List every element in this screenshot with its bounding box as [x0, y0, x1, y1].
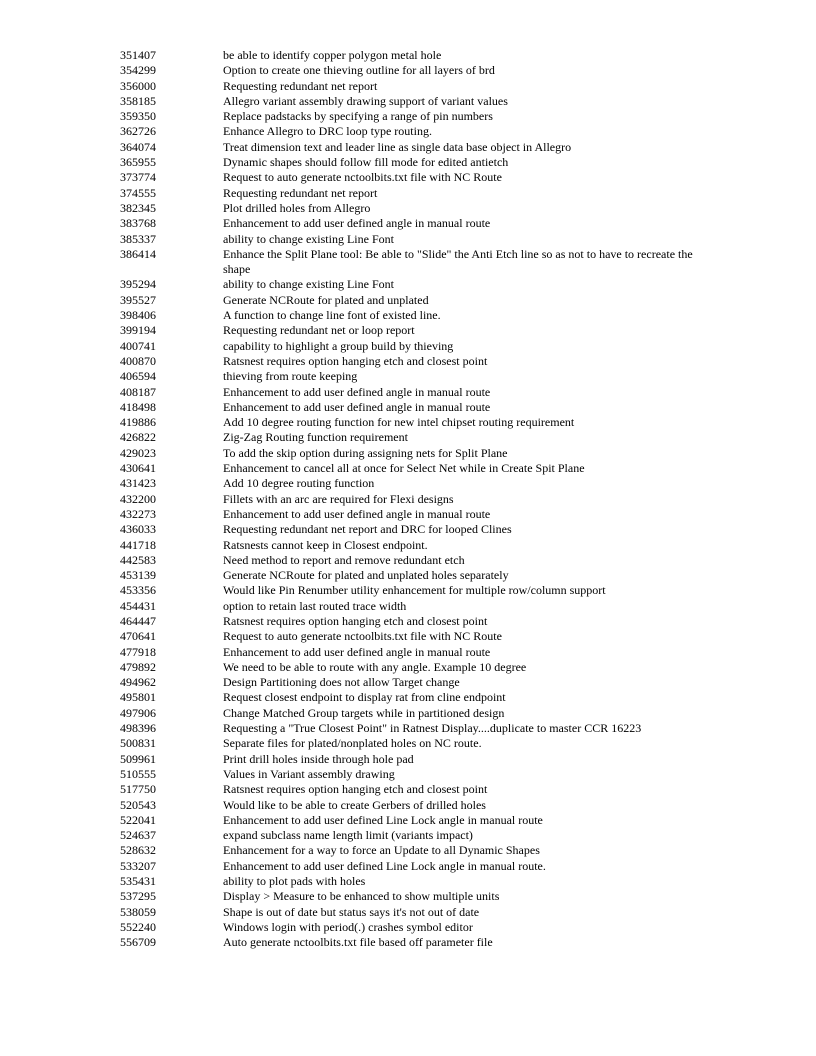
list-item — [120, 889, 720, 904]
request-description: Add 10 degree routing function — [223, 476, 375, 491]
request-description: Enhancement to cancel all at once for Select Net while in Create Spit Plane — [223, 461, 585, 476]
list-item — [120, 277, 720, 292]
ccr-number: 498396 — [120, 721, 156, 736]
request-description: Dynamic shapes should follow fill mode for edited antietch — [223, 155, 509, 170]
ccr-number: 400870 — [120, 353, 156, 368]
ccr-number: 362726 — [120, 124, 156, 139]
ccr-number: 432200 — [120, 491, 156, 506]
request-description: Enhancement to add user defined angle in manual route — [223, 644, 491, 659]
ccr-number: 358185 — [120, 93, 156, 108]
list-item — [120, 430, 720, 445]
request-description: expand subclass name length limit (variants impact) — [223, 828, 473, 843]
request-description: Generate NCRoute for plated and unplated holes separately — [223, 568, 509, 583]
list-item — [120, 905, 720, 920]
request-description: Replace padstacks by specifying a range of pin numbers — [223, 109, 493, 124]
ccr-number: 533207 — [120, 858, 156, 873]
request-description: Enhancement to add user defined angle in manual route — [223, 384, 491, 399]
list-item — [120, 232, 720, 247]
ccr-number: 556709 — [120, 935, 156, 950]
request-description: ability to plot pads with holes — [223, 874, 366, 889]
ccr-number: 509961 — [120, 751, 156, 766]
list-item — [120, 843, 720, 858]
ccr-number: 454431 — [120, 598, 156, 613]
list-item — [120, 798, 720, 813]
list-item — [120, 920, 720, 935]
ccr-number: 419886 — [120, 415, 156, 430]
list-item — [120, 614, 720, 629]
ccr-number: 354299 — [120, 63, 156, 78]
ccr-number: 359350 — [120, 109, 156, 124]
ccr-number: 399194 — [120, 323, 156, 338]
list-item — [120, 247, 720, 278]
ccr-number: 429023 — [120, 445, 156, 460]
list-item — [120, 553, 720, 568]
list-item — [120, 583, 720, 598]
ccr-number: 464447 — [120, 613, 156, 628]
request-description: Option to create one thieving outline for all layers of brd — [223, 63, 495, 78]
ccr-number: 552240 — [120, 919, 156, 934]
ccr-number: 365955 — [120, 155, 156, 170]
ccr-number: 479892 — [120, 659, 156, 674]
request-description: Display > Measure to be enhanced to show multiple units — [223, 889, 500, 904]
request-description: thieving from route keeping — [223, 369, 358, 384]
request-description: Ratsnest requires option hanging etch and closest point — [223, 353, 488, 368]
ccr-number: 431423 — [120, 476, 156, 491]
list-item — [120, 339, 720, 354]
list-item — [120, 935, 720, 950]
list-item — [120, 859, 720, 874]
ccr-number: 395294 — [120, 277, 156, 292]
list-item — [120, 538, 720, 553]
request-description: Enhancement to add user defined Line Lock angle in manual route. — [223, 858, 546, 873]
ccr-number: 522041 — [120, 812, 156, 827]
list-item — [120, 690, 720, 705]
list-item — [120, 385, 720, 400]
list-item — [120, 293, 720, 308]
enhancement-request-list — [120, 48, 720, 951]
list-item — [120, 155, 720, 170]
request-description: Generate NCRoute for plated and unplated — [223, 292, 429, 307]
request-description: Request closest endpoint to display rat from cline endpoint — [223, 690, 506, 705]
request-description: Zig-Zag Routing function requirement — [223, 430, 408, 445]
ccr-number: 535431 — [120, 874, 156, 889]
ccr-number: 510555 — [120, 766, 156, 781]
list-item — [120, 48, 720, 63]
ccr-number: 524637 — [120, 828, 156, 843]
request-description: Would like to be able to create Gerbers of drilled holes — [223, 797, 486, 812]
list-item — [120, 721, 720, 736]
list-item — [120, 706, 720, 721]
request-description: Change Matched Group targets while in partitioned design — [223, 705, 505, 720]
ccr-number: 500831 — [120, 736, 156, 751]
list-item — [120, 415, 720, 430]
request-description: Need method to report and remove redundant etch — [223, 552, 465, 567]
list-item — [120, 186, 720, 201]
ccr-number: 356000 — [120, 78, 156, 93]
request-description: Requesting redundant net report and DRC for looped Clines — [223, 522, 512, 537]
request-description: Shape is out of date but status says it's not out of date — [223, 904, 480, 919]
list-item — [120, 109, 720, 124]
request-description: capability to highlight a group build by thieving — [223, 338, 454, 353]
list-item — [120, 94, 720, 109]
ccr-number: 364074 — [120, 139, 156, 154]
ccr-number: 400741 — [120, 338, 156, 353]
ccr-number: 470641 — [120, 629, 156, 644]
request-description: We need to be able to route with any angle. Example 10 degree — [223, 659, 527, 674]
ccr-number: 537295 — [120, 889, 156, 904]
request-description: Auto generate nctoolbits.txt file based off parameter file — [223, 935, 493, 950]
request-description: Fillets with an arc are required for Flexi designs — [223, 491, 454, 506]
request-description: A function to change line font of existed line. — [223, 308, 441, 323]
request-description: be able to identify copper polygon metal hole — [223, 48, 442, 62]
list-item — [120, 140, 720, 155]
ccr-number: 395527 — [120, 292, 156, 307]
list-item — [120, 828, 720, 843]
request-description: Values in Variant assembly drawing — [223, 766, 395, 781]
request-description: Enhance Allegro to DRC loop type routing. — [223, 124, 432, 139]
list-item — [120, 79, 720, 94]
request-description: Request to auto generate nctoolbits.txt file with NC Route — [223, 170, 502, 185]
ccr-number: 408187 — [120, 384, 156, 399]
list-item — [120, 124, 720, 139]
ccr-number: 442583 — [120, 552, 156, 567]
request-description: Requesting redundant net or loop report — [223, 323, 415, 338]
ccr-number: 351407 — [120, 48, 156, 62]
request-description: ability to change existing Line Font — [223, 231, 394, 246]
ccr-number: 495801 — [120, 690, 156, 705]
list-item — [120, 400, 720, 415]
request-description: Treat dimension text and leader line as single data base object in Allegro — [223, 139, 572, 154]
ccr-number: 373774 — [120, 170, 156, 185]
request-description: Ratsnests cannot keep in Closest endpoint. — [223, 537, 428, 552]
list-item — [120, 522, 720, 537]
list-item — [120, 660, 720, 675]
list-item — [120, 736, 720, 751]
ccr-number: 406594 — [120, 369, 156, 384]
request-description: Ratsnest requires option hanging etch and closest point — [223, 613, 488, 628]
list-item — [120, 323, 720, 338]
list-item — [120, 599, 720, 614]
request-description: Separate files for plated/nonplated holes on NC route. — [223, 736, 482, 751]
request-description: Allegro variant assembly drawing support of variant values — [223, 93, 508, 108]
request-description: To add the skip option during assigning nets for Split Plane — [223, 445, 508, 460]
request-description: Enhancement to add user defined angle in manual route — [223, 399, 491, 414]
list-item — [120, 507, 720, 522]
ccr-number: 441718 — [120, 537, 156, 552]
ccr-number: 432273 — [120, 506, 156, 521]
request-description: option to retain last routed trace width — [223, 598, 407, 613]
list-item — [120, 201, 720, 216]
request-description: Ratsnest requires option hanging etch and closest point — [223, 782, 488, 797]
ccr-number: 383768 — [120, 216, 156, 231]
list-item — [120, 645, 720, 660]
ccr-number: 430641 — [120, 461, 156, 476]
ccr-number: 426822 — [120, 430, 156, 445]
ccr-number: 477918 — [120, 644, 156, 659]
list-item — [120, 629, 720, 644]
ccr-number: 520543 — [120, 797, 156, 812]
request-description: Enhancement to add user defined angle in manual route — [223, 216, 491, 231]
list-item — [120, 813, 720, 828]
ccr-number: 453139 — [120, 568, 156, 583]
request-description: ability to change existing Line Font — [223, 277, 394, 292]
list-item — [120, 63, 720, 78]
list-item — [120, 782, 720, 797]
list-item — [120, 675, 720, 690]
request-description: Requesting redundant net report — [223, 78, 378, 93]
ccr-number: 382345 — [120, 200, 156, 215]
ccr-number: 538059 — [120, 904, 156, 919]
ccr-number: 528632 — [120, 843, 156, 858]
ccr-number: 436033 — [120, 522, 156, 537]
list-item — [120, 369, 720, 384]
request-description: Plot drilled holes from Allegro — [223, 200, 371, 215]
ccr-number: 453356 — [120, 583, 156, 598]
ccr-number: 374555 — [120, 185, 156, 200]
request-description: Enhancement for a way to force an Update to all Dynamic Shapes — [223, 843, 540, 858]
request-description: Would like Pin Renumber utility enhancement for multiple row/column support — [223, 583, 606, 598]
list-item — [120, 476, 720, 491]
request-description: Request to auto generate nctoolbits.txt file with NC Route — [223, 629, 502, 644]
request-description: Requesting a "True Closest Point" in Ratnest Display....duplicate to master CCR 16223 — [223, 721, 642, 736]
list-item — [120, 492, 720, 507]
ccr-number: 418498 — [120, 399, 156, 414]
list-item — [120, 752, 720, 767]
request-description: Enhancement to add user defined angle in manual route — [223, 506, 491, 521]
list-item — [120, 767, 720, 782]
ccr-number: 385337 — [120, 231, 156, 246]
request-description: Print drill holes inside through hole pad — [223, 751, 414, 766]
list-item — [120, 461, 720, 476]
ccr-number: 497906 — [120, 705, 156, 720]
list-item — [120, 354, 720, 369]
list-item — [120, 874, 720, 889]
ccr-number: 517750 — [120, 782, 156, 797]
list-item — [120, 568, 720, 583]
request-description: Windows login with period(.) crashes symbol editor — [223, 919, 473, 934]
list-item — [120, 216, 720, 231]
list-item — [120, 308, 720, 323]
list-item — [120, 170, 720, 185]
request-description: Add 10 degree routing function for new intel chipset routing requirement — [223, 415, 575, 430]
request-description: Requesting redundant net report — [223, 185, 378, 200]
list-item — [120, 446, 720, 461]
ccr-number: 386414 — [120, 246, 156, 261]
ccr-number: 398406 — [120, 308, 156, 323]
request-description: Design Partitioning does not allow Target change — [223, 675, 460, 690]
request-description: Enhancement to add user defined Line Lock angle in manual route — [223, 812, 543, 827]
request-description: Enhance the Split Plane tool: Be able to "Slide" the Anti Etch line so as not to have to recreate the shape — [223, 246, 693, 277]
ccr-number: 494962 — [120, 675, 156, 690]
